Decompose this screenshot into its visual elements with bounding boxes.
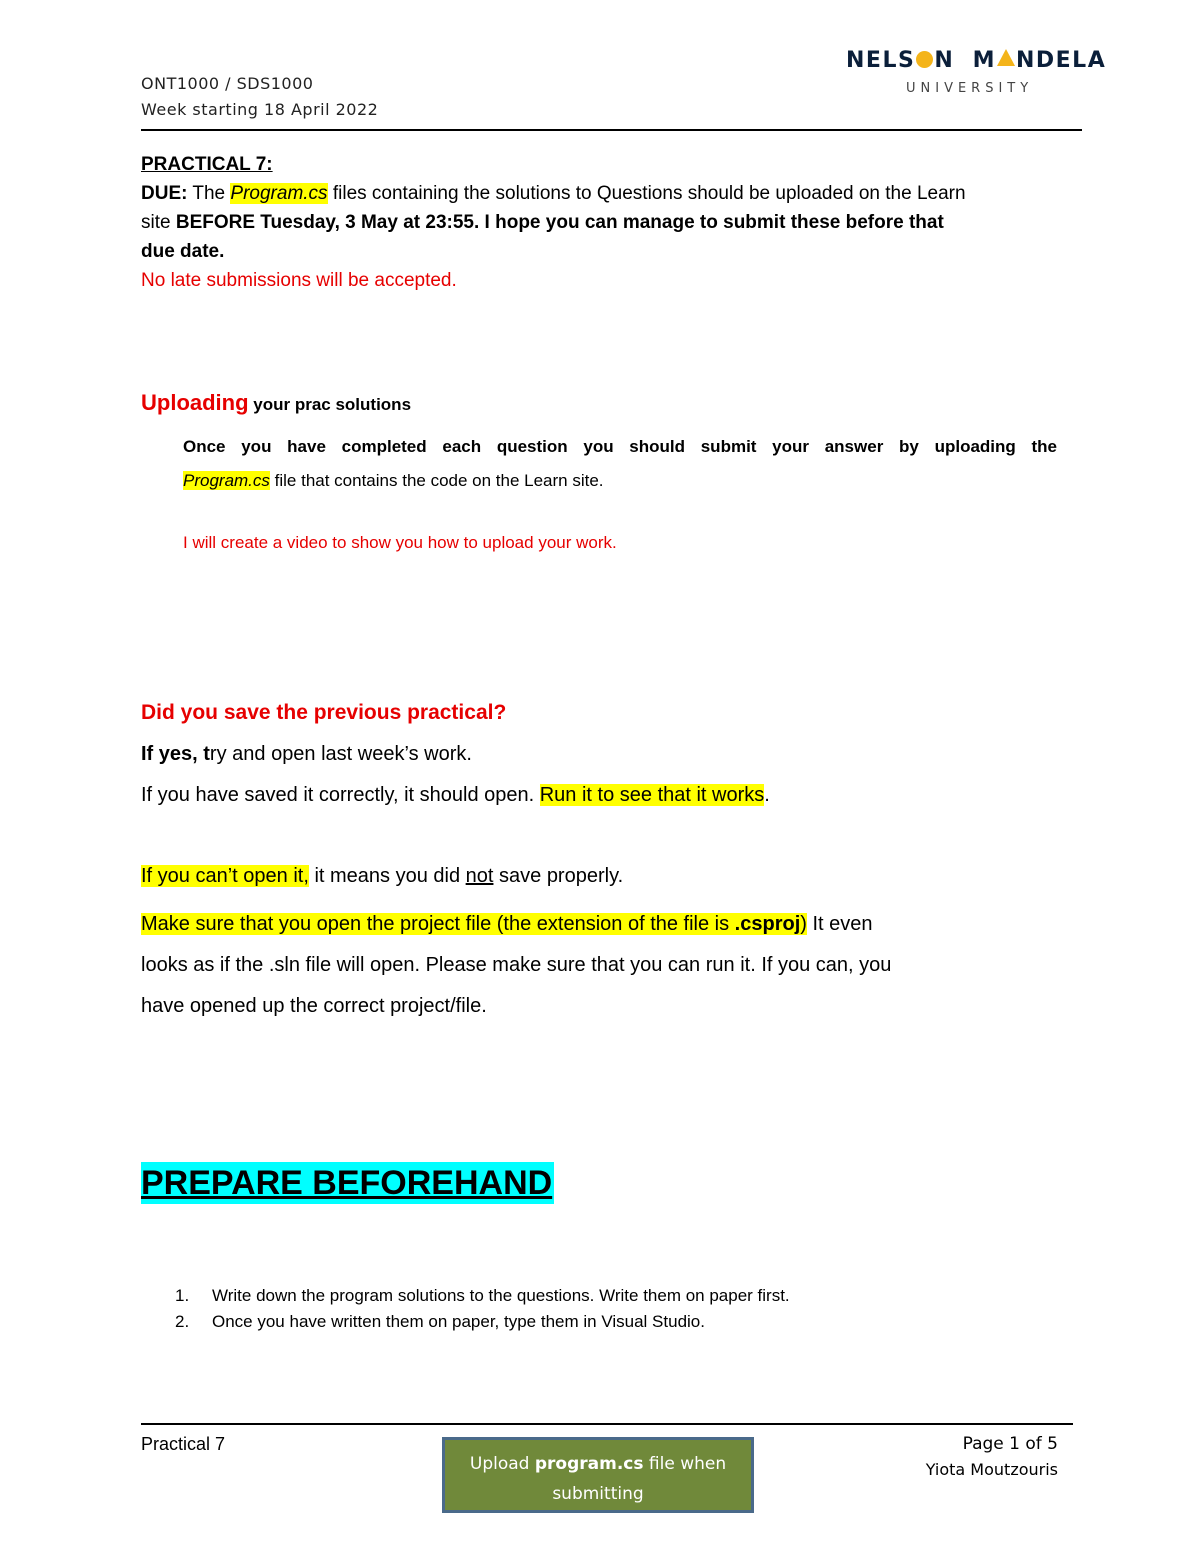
saved-line: If you have saved it correctly, it should open. Run it to see that it works.: [141, 784, 770, 806]
csproj-paragraph: Make sure that you open the project file (the extension of the file is .csproj) It even looks as if the .sln file will open. Please make sure that you can run it. If you can, you have opened up the correct project/file.: [141, 913, 892, 1017]
practical-block: [141, 150, 1071, 295]
previous-heading: Did you save the previous practical?: [141, 701, 507, 724]
header-rule: [141, 129, 1082, 131]
practical-title: PRACTICAL 7:: [141, 154, 273, 175]
due-line-2: site BEFORE Tuesday, 3 May at 23:55. I hope you can manage to submit these before that: [141, 212, 944, 233]
uploading-heading: Uploading your prac solutions: [141, 390, 412, 415]
prepare-heading: PREPARE BEFOREHAND: [141, 1164, 553, 1202]
yes-line: If yes, try and open last week’s work.: [141, 743, 472, 765]
upload-reminder-box: Upload program.cs file when submitting: [442, 1437, 754, 1513]
week-label: Week starting 18 April 2022: [141, 100, 379, 119]
prepare-list: [175, 1286, 1055, 1338]
course-code: ONT1000 / SDS1000: [141, 74, 314, 93]
footer-author: Yiota Moutzouris: [925, 1460, 1058, 1479]
footer-page-number: Page 1 of 5: [962, 1434, 1058, 1454]
university-logo: NELS N M NDELA UNIVERSITY: [846, 48, 1107, 96]
uploading-paragraph: Once you have completed each question you should submit your answer by uploading the Program.cs file that contains the code on the Learn site.: [183, 437, 1057, 490]
logo-dot-icon: [916, 51, 933, 68]
cant-open-line: If you can’t open it, it means you did not save properly.: [141, 865, 624, 887]
due-line-1: DUE: The Program.cs files containing the solutions to Questions should be uploaded on the Learn: [141, 183, 966, 204]
logo-triangle-icon: [997, 49, 1015, 66]
video-note: I will create a video to show you how to upload your work.: [183, 533, 617, 552]
footer-rule: [141, 1423, 1073, 1425]
due-line-3: due date.: [141, 241, 225, 262]
list-item: 2. Once you have written them on paper, type them in Visual Studio.: [175, 1312, 705, 1331]
list-item: 1. Write down the program solutions to the questions. Write them on paper first.: [175, 1286, 790, 1305]
late-note: No late submissions will be accepted.: [141, 270, 457, 291]
footer-left: Practical 7: [141, 1434, 226, 1454]
